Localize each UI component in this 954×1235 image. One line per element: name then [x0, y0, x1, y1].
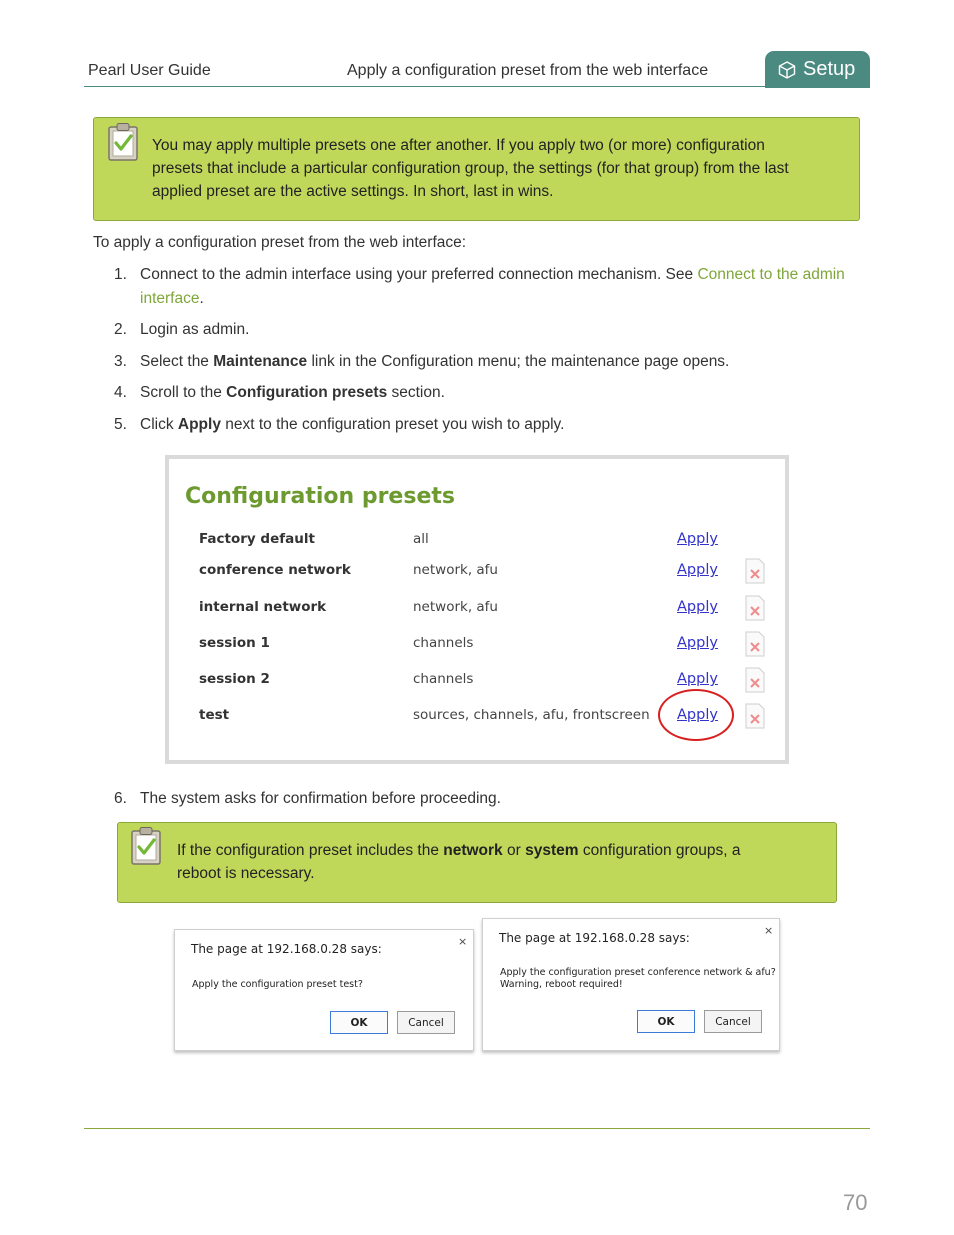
close-icon[interactable]: ×	[764, 924, 774, 937]
note-bold: network	[443, 842, 503, 859]
dialog-message-line: Warning, reboot required!	[500, 979, 623, 990]
apply-link[interactable]: Apply	[677, 707, 718, 723]
cube-icon	[777, 60, 797, 80]
step-text: The system asks for confirmation before proceeding.	[140, 790, 501, 807]
apply-link[interactable]: Apply	[677, 599, 718, 615]
note-text	[177, 839, 827, 885]
page-number: 70	[843, 1190, 868, 1215]
apply-link[interactable]: Apply	[677, 531, 718, 547]
setup-tab[interactable]	[765, 51, 870, 88]
preset-groups: channels	[413, 671, 474, 687]
preset-groups: network, afu	[413, 599, 498, 615]
cancel-button[interactable]: Cancel	[704, 1010, 762, 1033]
step-number: 4.	[114, 384, 127, 401]
preset-groups: all	[413, 531, 429, 547]
step-number: 2.	[114, 321, 127, 338]
step-number: 6.	[114, 790, 127, 807]
step-text-pre: Scroll to the	[140, 384, 227, 401]
admin-interface-link-cont[interactable]: interface	[140, 290, 200, 307]
preset-row	[169, 635, 785, 659]
configuration-presets-panel	[165, 455, 789, 764]
step-bold: Apply	[177, 416, 221, 433]
preset-row	[169, 531, 785, 555]
step-6	[114, 787, 874, 811]
note-line	[177, 839, 827, 862]
cancel-button[interactable]: Cancel	[397, 1011, 455, 1034]
dialog-heading: The page at 192.168.0.28 says:	[191, 942, 382, 956]
ok-button[interactable]: OK	[637, 1010, 695, 1033]
note-line: applied preset are the active settings. In short, last in wins.	[152, 183, 554, 200]
apply-link[interactable]: Apply	[677, 671, 718, 687]
step-5	[114, 413, 874, 437]
preset-groups: sources, channels, afu, frontscreen	[413, 707, 650, 723]
step-bold: Configuration presets	[226, 384, 388, 401]
step-text-post: .	[199, 290, 204, 307]
note-bold: system	[525, 842, 579, 859]
step-3	[114, 350, 874, 374]
dialog-message: Apply the configuration preset test?	[192, 979, 363, 990]
step-1	[114, 263, 874, 313]
dialog-message-line: Apply the configuration preset conference network & afu?	[500, 967, 776, 978]
confirm-dialog-test	[174, 929, 474, 1051]
step-text-post: section.	[387, 384, 445, 401]
preset-row	[169, 562, 785, 586]
preset-name: internal network	[199, 599, 327, 615]
configuration-presets-title: Configuration presets	[185, 484, 455, 509]
step-text-pre: Select the	[140, 353, 214, 370]
step-text-pre: Connect to the admin interface using your preferred connection mechanism. See	[140, 266, 698, 283]
preset-groups: channels	[413, 635, 474, 651]
admin-interface-link[interactable]: Connect to the admin	[697, 266, 845, 283]
preset-name: Factory default	[199, 531, 315, 547]
note-line: You may apply multiple presets one after another. If you apply two (or more) configuration	[152, 137, 765, 154]
delete-icon[interactable]	[744, 595, 766, 621]
preset-groups: network, afu	[413, 562, 498, 578]
note-text-pre: If the configuration preset includes the	[177, 842, 444, 859]
clipboard-check-icon	[107, 122, 139, 162]
step-4	[114, 381, 874, 405]
confirm-dialog-conference-network	[482, 918, 780, 1051]
step-text-post: link in the Configuration menu; the maintenance page opens.	[307, 353, 730, 370]
step-text-post: next to the configuration preset you wish to apply.	[220, 416, 565, 433]
note-box-reboot	[117, 822, 837, 903]
preset-name: test	[199, 707, 230, 723]
step-2	[114, 318, 874, 342]
dialog-message	[500, 967, 776, 991]
note-text-post: configuration groups, a	[578, 842, 741, 859]
setup-tab-label: Setup	[803, 58, 856, 80]
guide-title: Pearl User Guide	[88, 62, 211, 79]
preset-name: session 2	[199, 671, 270, 687]
delete-icon[interactable]	[744, 631, 766, 657]
highlight-circle	[658, 689, 734, 741]
delete-icon[interactable]	[744, 558, 766, 584]
delete-icon[interactable]	[744, 667, 766, 693]
clipboard-check-icon	[130, 826, 162, 866]
section-title: Apply a configuration preset from the web interface	[347, 62, 709, 79]
step-text	[140, 413, 870, 437]
apply-link[interactable]: Apply	[677, 562, 718, 578]
intro-text: To apply a configuration preset from the web interface:	[93, 234, 467, 251]
step-text	[140, 381, 870, 405]
step-bold: Maintenance	[213, 353, 308, 370]
preset-name: session 1	[199, 635, 270, 651]
note-text	[152, 134, 852, 203]
preset-name: conference network	[199, 562, 351, 578]
preset-row	[169, 599, 785, 623]
header-rule	[84, 86, 766, 87]
footer-rule	[84, 1128, 870, 1129]
step-text-pre: Click	[140, 416, 178, 433]
dialog-heading: The page at 192.168.0.28 says:	[499, 931, 690, 945]
note-line: presets that include a particular configuration group, the settings (for that group) from the last	[152, 160, 789, 177]
step-text	[140, 350, 870, 374]
note-line: reboot is necessary.	[177, 865, 315, 882]
step-number: 1.	[114, 266, 127, 283]
ok-button[interactable]: OK	[330, 1011, 388, 1034]
apply-link[interactable]: Apply	[677, 635, 718, 651]
close-icon[interactable]: ×	[458, 935, 468, 948]
step-text: Login as admin.	[140, 321, 250, 338]
step-number: 5.	[114, 416, 127, 433]
note-text-mid: or	[502, 842, 526, 859]
delete-icon[interactable]	[744, 703, 766, 729]
note-box-multiple-presets	[93, 117, 860, 221]
step-number: 3.	[114, 353, 127, 370]
step-text	[140, 263, 870, 311]
